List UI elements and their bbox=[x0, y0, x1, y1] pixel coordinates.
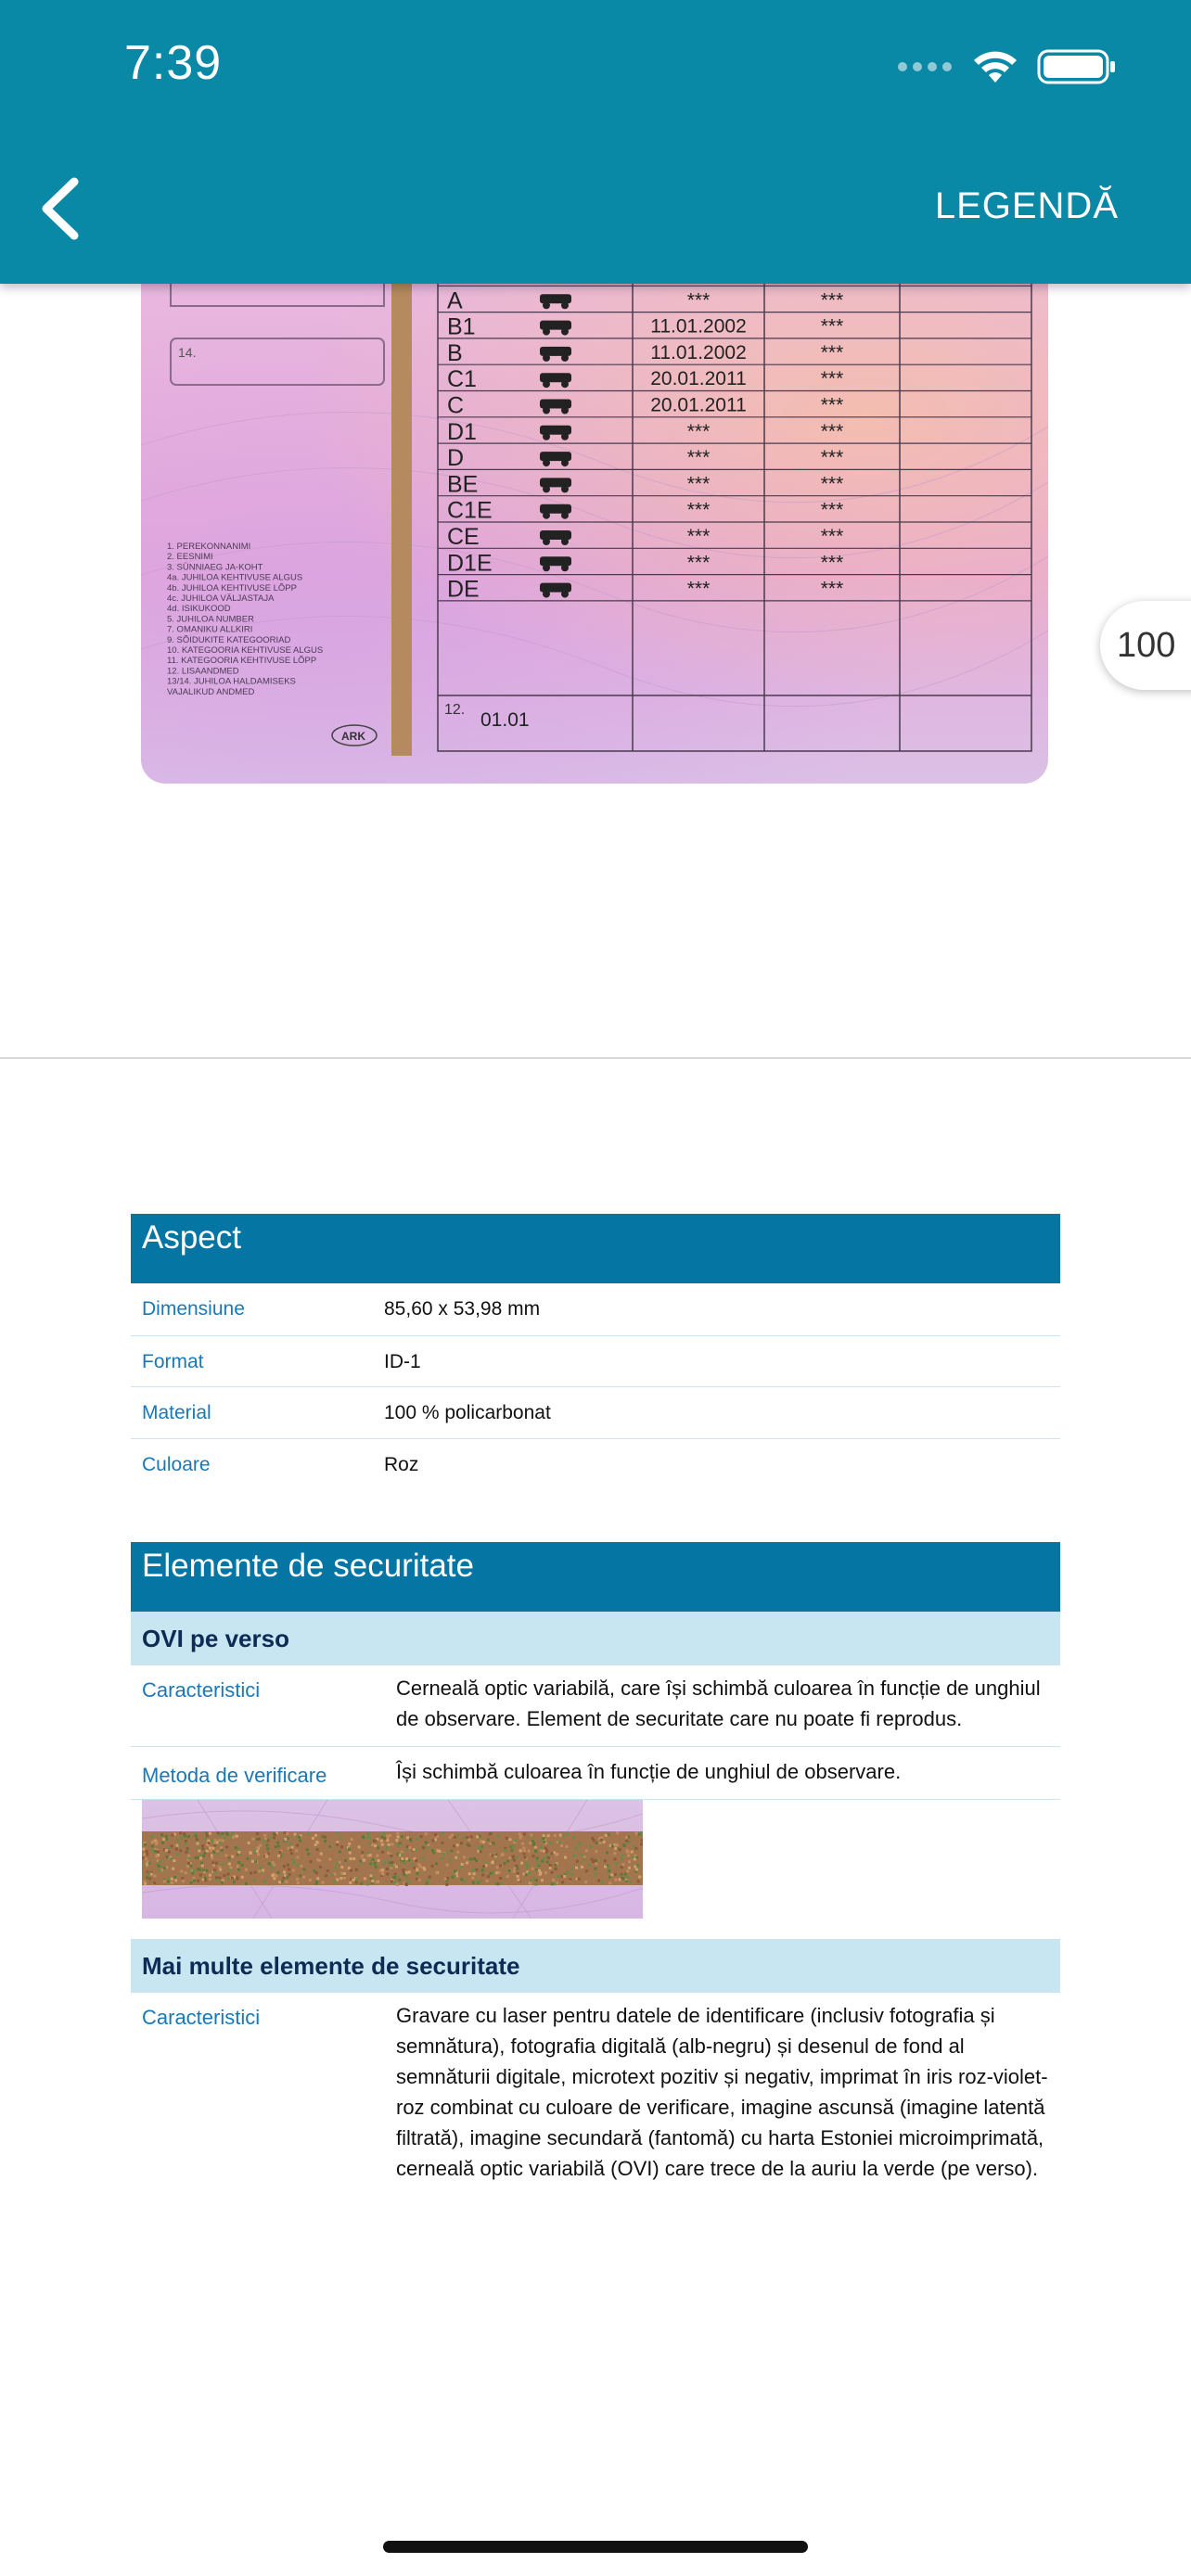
row-value: Gravare cu laser pentru datele de identificare (inclusiv fotografia și semnătura), fotografia digitală (alb-negru) și desenul de fond al semnăturii digitale, microtext pozitiv și negativ, imprimat în iris roz-violet-roz combinat cu culoare de verificare, imagine ascunsă (imagine latentă filtrată), imagine secundară (fantomă) cu harta Estoniei microimprimată, cerneală optic variabilă (OVI) care trece de la auriu la verde (pe verso). bbox=[396, 2004, 1048, 2180]
row-label: Material bbox=[142, 1402, 211, 1423]
category-valid-to: *** bbox=[820, 447, 844, 469]
ovi-sample-area bbox=[131, 1800, 1060, 1939]
card-legend-line: 9. SÕIDUKITE KATEGOORIAD bbox=[167, 634, 291, 645]
wifi-icon bbox=[972, 49, 1018, 84]
category-code: C bbox=[447, 392, 465, 419]
category-valid-from: 20.01.2011 bbox=[650, 368, 747, 390]
category-valid-from: *** bbox=[686, 552, 711, 574]
vehicle-icon bbox=[540, 478, 571, 492]
category-code: C1E bbox=[447, 497, 493, 524]
category-valid-to: *** bbox=[820, 473, 844, 495]
card-legend-line: 13/14. JUHILOA HALDAMISEKS bbox=[167, 676, 296, 687]
row-value: 85,60 x 53,98 mm bbox=[384, 1298, 541, 1320]
category-valid-to: *** bbox=[820, 420, 844, 442]
row-label: Caracteristici bbox=[142, 2006, 261, 2029]
legend-button[interactable]: LEGENDĂ bbox=[934, 185, 1119, 226]
vehicle-icon bbox=[540, 321, 571, 336]
vehicle-icon bbox=[540, 530, 571, 545]
row-label: Metoda de verificare bbox=[142, 1764, 327, 1787]
row-label: Format bbox=[142, 1351, 204, 1372]
card-legend-line: VAJALIKUD ANDMED bbox=[167, 686, 255, 697]
table-row bbox=[131, 1387, 1060, 1439]
category-valid-to: *** bbox=[820, 394, 844, 416]
vehicle-icon bbox=[540, 426, 571, 440]
table-row bbox=[131, 1439, 1060, 1491]
category-valid-from: *** bbox=[686, 420, 711, 442]
vehicle-icon bbox=[540, 400, 571, 414]
category-code: B bbox=[447, 339, 463, 366]
category-valid-from: 11.01.2002 bbox=[650, 315, 747, 338]
table-row bbox=[131, 1283, 1060, 1336]
table-row bbox=[131, 1993, 1060, 2215]
row-value: Își schimbă culoarea în funcție de unghiul de observare. bbox=[396, 1760, 902, 1783]
vehicle-icon bbox=[540, 294, 571, 309]
category-valid-to: *** bbox=[820, 289, 844, 312]
vehicle-icon bbox=[540, 452, 571, 466]
card-legend-line: 1. PEREKONNANIMI bbox=[167, 542, 251, 552]
battery-icon bbox=[1037, 48, 1117, 85]
category-valid-from: *** bbox=[686, 473, 711, 495]
card-legend-line: 3. SÜNNIAEG JA-KOHT bbox=[167, 562, 263, 573]
row-value: Roz bbox=[384, 1454, 419, 1475]
card-legend-line: 4a. JUHILOA KEHTIVUSE ALGUS bbox=[167, 572, 303, 583]
card-field-14-label: 14. bbox=[178, 345, 197, 360]
card-center-strip bbox=[391, 260, 412, 756]
row-value: Cerneală optic variabilă, care își schimbă culoarea în funcție de unghiul de observare. Element de securitate care nu poate fi reprodus. bbox=[396, 1677, 1041, 1730]
card-legend-line: 11. KATEGOORIA KEHTIVUSE LÕPP bbox=[167, 656, 317, 667]
row-label: Culoare bbox=[142, 1454, 211, 1475]
category-valid-from: *** bbox=[686, 526, 711, 547]
row-value: ID-1 bbox=[384, 1351, 421, 1372]
category-valid-to: *** bbox=[820, 368, 844, 390]
card-field-14-box bbox=[171, 338, 384, 385]
category-valid-to: *** bbox=[820, 552, 844, 574]
category-code: CE bbox=[447, 524, 480, 550]
category-valid-from: *** bbox=[686, 447, 711, 469]
category-valid-to: *** bbox=[820, 499, 844, 521]
app-bar bbox=[0, 0, 1191, 284]
security-section bbox=[131, 1542, 1060, 2215]
category-valid-from: *** bbox=[686, 289, 711, 312]
aspect-section bbox=[131, 1214, 1060, 1491]
category-valid-to: *** bbox=[820, 315, 844, 338]
more-security-subtitle: Mai multe elemente de securitate bbox=[131, 1939, 1060, 1993]
vehicle-icon bbox=[540, 347, 571, 362]
vehicle-icon bbox=[540, 556, 571, 571]
status-indicators bbox=[898, 48, 1117, 85]
ovi-subtitle: OVI pe verso bbox=[131, 1612, 1060, 1665]
card-legend-line: 12. LISAANDMED bbox=[167, 666, 239, 677]
row-label: Dimensiune bbox=[142, 1298, 245, 1320]
security-title: Elemente de securitate bbox=[131, 1542, 1060, 1612]
license-card-image bbox=[141, 260, 1048, 784]
category-code: B1 bbox=[447, 313, 476, 340]
table-row bbox=[131, 1747, 1060, 1800]
content-divider bbox=[0, 1057, 1191, 1059]
cellular-signal-icon bbox=[898, 62, 952, 71]
category-valid-from: 20.01.2011 bbox=[650, 394, 747, 416]
card-legend-line: 2. EESNIMI bbox=[167, 552, 213, 563]
status-time: 7:39 bbox=[124, 36, 223, 90]
category-valid-to: *** bbox=[820, 341, 844, 363]
table-row bbox=[131, 1336, 1060, 1387]
row-label: Caracteristici bbox=[142, 1678, 261, 1702]
card-legend-line: 4c. JUHILOA VÄLJASTAJA bbox=[167, 593, 275, 604]
category-valid-from: *** bbox=[686, 578, 711, 600]
vehicle-icon bbox=[540, 504, 571, 519]
category-code: D1 bbox=[447, 418, 477, 445]
category-valid-from: *** bbox=[686, 499, 711, 521]
card-legend-line: 10. KATEGOORIA KEHTIVUSE ALGUS bbox=[167, 645, 324, 656]
card-field-12-value: 01.01 bbox=[480, 709, 530, 731]
zoom-level-button[interactable]: 100 bbox=[1100, 601, 1191, 690]
category-valid-to: *** bbox=[820, 578, 844, 600]
home-indicator[interactable] bbox=[383, 2541, 808, 2553]
card-field-12-label: 12. bbox=[444, 702, 466, 718]
row-value: 100 % policarbonat bbox=[384, 1402, 551, 1423]
category-code: D1E bbox=[447, 550, 493, 577]
table-row bbox=[131, 1665, 1060, 1747]
aspect-title: Aspect bbox=[131, 1214, 1060, 1283]
vehicle-icon bbox=[540, 583, 571, 598]
card-ark-logo: ARK bbox=[341, 730, 365, 743]
category-valid-to: *** bbox=[820, 526, 844, 547]
back-button[interactable] bbox=[37, 176, 85, 241]
category-code: C1 bbox=[447, 366, 477, 393]
card-legend-line: 7. OMANIKU ALLKIRI bbox=[167, 624, 253, 635]
ovi-sample-image bbox=[142, 1800, 643, 1919]
card-legend-line: 4d. ISIKUKOOD bbox=[167, 604, 231, 615]
card-legend-line: 4b. JUHILOA KEHTIVUSE LÕPP bbox=[167, 582, 297, 593]
category-code: BE bbox=[447, 471, 479, 498]
vehicle-icon bbox=[540, 373, 571, 388]
category-code: DE bbox=[447, 576, 480, 603]
card-legend-line: 5. JUHILOA NUMBER bbox=[167, 614, 254, 625]
category-code: A bbox=[447, 287, 463, 314]
category-code: D bbox=[447, 445, 465, 472]
category-valid-from: 11.01.2002 bbox=[650, 341, 747, 363]
